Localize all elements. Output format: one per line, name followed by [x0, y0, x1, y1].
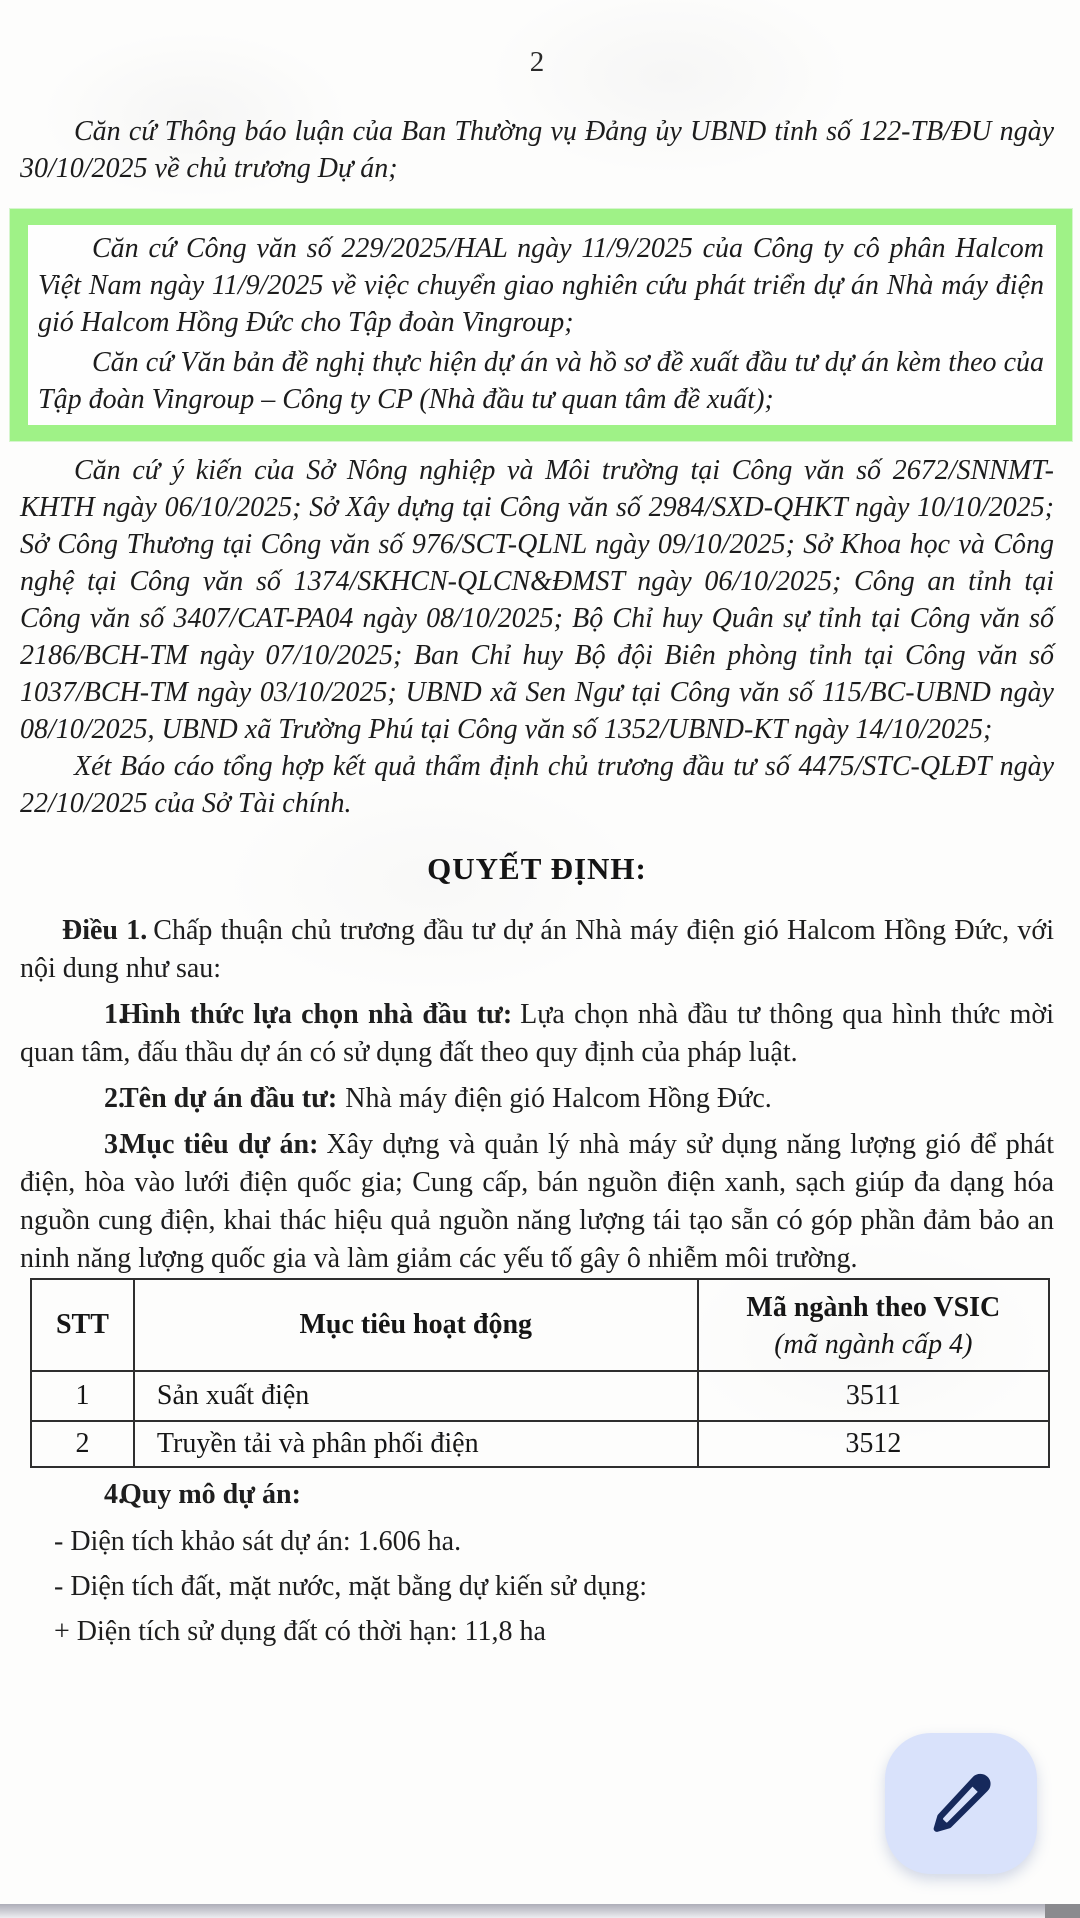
- item-3: [20, 1126, 1054, 1278]
- table-header-ma-line2: (mã ngành cấp 4): [774, 1329, 973, 1360]
- article-1-text: Chấp thuận chủ trương đầu tư dự án Nhà máy điện gió Halcom Hồng Đức, với nội dung như sau:: [20, 915, 1055, 984]
- item-2-label: Tên dự án đầu tư:: [120, 1083, 338, 1114]
- bullet-term-land-area: + Diện tích sử dụng đất có thời hạn: 11,8 ha: [54, 1616, 546, 1647]
- preamble-paragraph-5: Xét Báo cáo tổng hợp kết quả thẩm định chủ trương đầu tư số 4475/STC-QLĐT ngày 22/10/2025 của Sở Tài chính.: [20, 751, 1054, 819]
- pencil-icon: [928, 1771, 994, 1837]
- table-header-stt: STT: [31, 1279, 134, 1371]
- table-header-muctieu: Mục tiêu hoạt động: [134, 1279, 698, 1371]
- vsic-table: [30, 1278, 1050, 1468]
- table-header-row: [31, 1279, 1049, 1371]
- item-1-label: Hình thức lựa chọn nhà đầu tư:: [120, 999, 513, 1030]
- scrollbar-thumb[interactable]: [1045, 1904, 1080, 1918]
- edit-button[interactable]: [885, 1733, 1037, 1874]
- page-number: 2: [529, 46, 545, 78]
- decision-heading: QUYẾT ĐỊNH:: [427, 851, 647, 886]
- table-header-ma-line1: Mã ngành theo VSIC: [746, 1292, 1001, 1323]
- article-1: [20, 912, 1054, 988]
- bullet-land-water-area: - Diện tích đất, mặt nước, mặt bằng dự kiến sử dụng:: [54, 1571, 647, 1602]
- item-1-text: Lựa chọn nhà đầu tư thông qua hình thức mời quan tâm, đấu thầu dự án có sử dụng đất theo quy định của pháp luật.: [20, 999, 1054, 1068]
- item-2: [20, 1080, 1054, 1118]
- item-1-number: 1.: [104, 999, 125, 1030]
- preamble-paragraph-3: Căn cứ Văn bản đề nghị thực hiện dự án và hồ sơ đề xuất đầu tư dự án kèm theo của Tập đoàn Vingroup – Công ty CP (Nhà đầu tư quan tâm đề xuất);: [38, 347, 1044, 415]
- preamble-paragraph-1: Căn cứ Thông báo luận của Ban Thường vụ Đảng ủy UBND tỉnh số 122-TB/ĐU ngày 30/10/2025 về chủ trương Dự án;: [20, 116, 1054, 184]
- item-4-label: Quy mô dự án:: [120, 1479, 301, 1510]
- table-cell-ma: 3512: [698, 1421, 1049, 1467]
- item-4-bullets: [20, 1523, 1054, 1650]
- item-1: [20, 996, 1054, 1072]
- item-2-number: 2.: [104, 1083, 125, 1114]
- item-3-label: Mục tiêu dự án:: [120, 1129, 319, 1160]
- table-header-ma: [698, 1279, 1049, 1371]
- item-2-text: Nhà máy điện gió Halcom Hồng Đức.: [345, 1083, 772, 1114]
- table-cell-muctieu: Truyền tải và phân phối điện: [134, 1421, 698, 1467]
- preamble-paragraph-4: Căn cứ ý kiến của Sở Nông nghiệp và Môi trường tại Công văn số 2672/SNNMT-KHTH ngày 06/10/2025; Sở Xây dựng tại Công văn số 2984/SXD-QHKT ngày 10/10/2025; Sở Công Thương tại Công văn số 976/SCT-QLNL ngày 09/10/2025; Sở Khoa học và Công nghệ tại Công văn số 1374/SKHCN-QLCN&ĐMST ngày 06/10/2025; Công an tỉnh tại Công văn số 3407/CAT-PA04 ngày 08/10/2025; Bộ Chỉ huy Quân sự tỉnh tại Công văn số 2186/BCH-TM ngày 07/10/2025; Ban Chỉ huy Bộ đội Biên phòng tỉnh tại Công văn số 1037/BCH-TM ngày 03/10/2025; UBND xã Sen Ngư tại Công văn số 115/BC-UBND ngày 08/10/2025, UBND xã Trường Phú tại Công văn số 1352/UBND-KT ngày 14/10/2025;: [20, 455, 1054, 745]
- bottom-scrollbar[interactable]: [0, 1904, 1080, 1918]
- table-cell-muctieu: Sản xuất điện: [134, 1371, 698, 1421]
- bullet-survey-area: - Diện tích khảo sát dự án: 1.606 ha.: [54, 1526, 462, 1557]
- item-4: [20, 1476, 1054, 1514]
- preamble-paragraph-2: Căn cứ Công văn số 229/2025/HAL ngày 11/9/2025 của Công ty cô phân Halcom Việt Nam ngày 11/9/2025 về việc chuyển giao nghiên cứu phát triển dự án Nhà máy điện gió Halcom Hồng Đức cho Tập đoàn Vingroup;: [38, 233, 1044, 338]
- table-cell-stt: 1: [31, 1371, 134, 1421]
- table-row: [31, 1371, 1049, 1421]
- table-row: [31, 1421, 1049, 1467]
- item-3-number: 3.: [104, 1129, 125, 1160]
- table-cell-ma: 3511: [698, 1371, 1049, 1421]
- highlight-box: [10, 209, 1072, 441]
- article-1-label: Điều 1.: [62, 915, 148, 946]
- item-4-number: 4.: [104, 1479, 125, 1510]
- table-cell-stt: 2: [31, 1421, 134, 1467]
- item-3-text: Xây dựng và quản lý nhà máy sử dụng năng lượng gió để phát điện, hòa vào lưới điện quốc gia; Cung cấp, bán nguồn điện xanh, sạch giúp đa dạng hóa nguồn cung điện, khai thác hiệu quả nguồn năng lượng tái tạo sẵn có góp phần đảm bảo an ninh năng lượng quốc gia và làm giảm các yếu tố gây ô nhiễm môi trường.: [20, 1129, 1054, 1274]
